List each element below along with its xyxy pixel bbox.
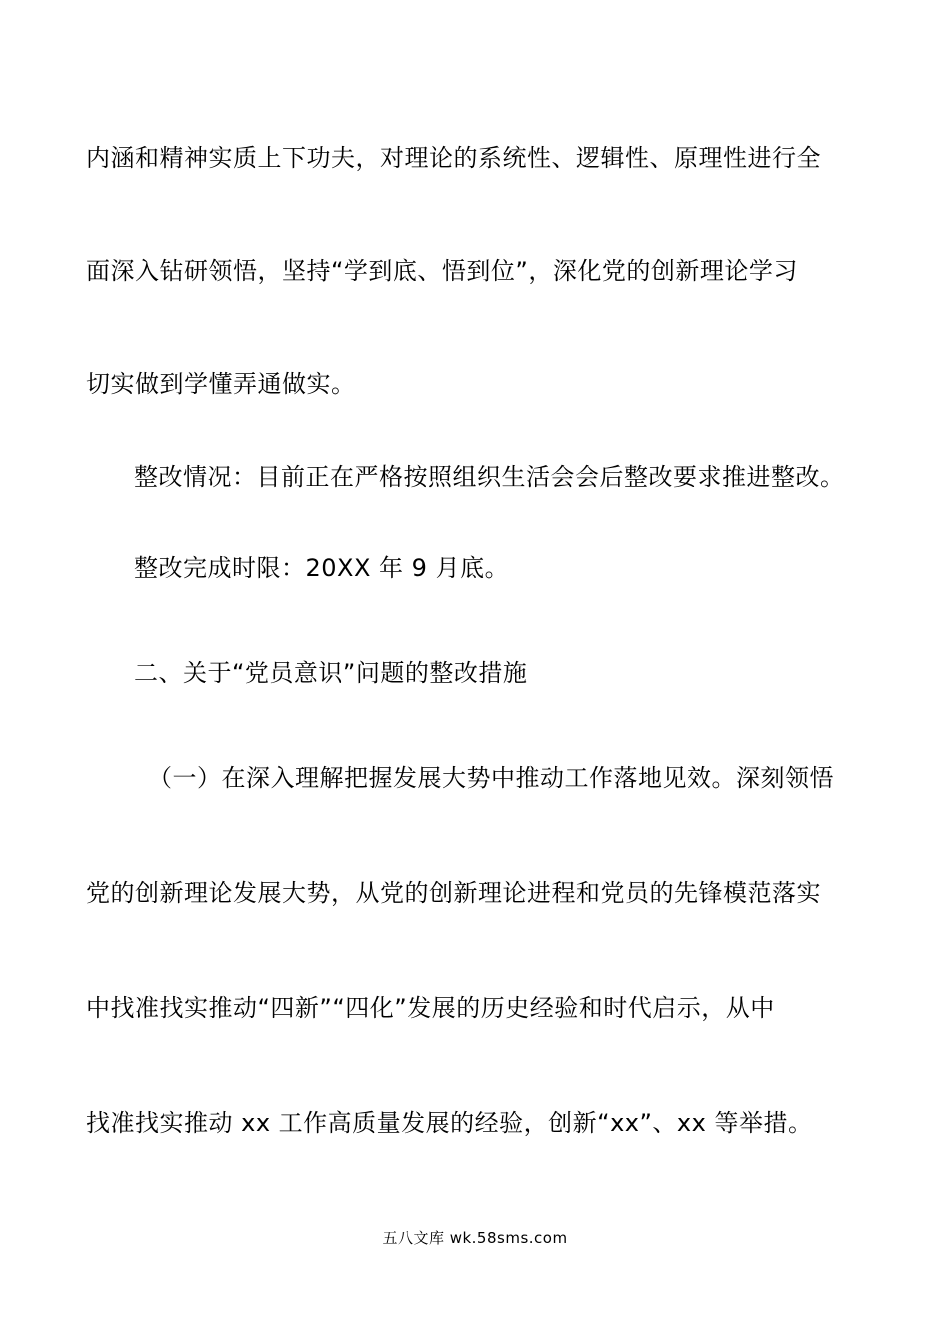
paragraph-line-2: 面深入钻研领悟，坚持“学到底、悟到位”，深化党的创新理论学习 bbox=[86, 257, 798, 285]
subsection-line-1: （一）在深入理解把握发展大势中推动工作落地见效。深刻领悟 bbox=[148, 764, 834, 792]
rectification-status: 整改情况：目前正在严格按照组织生活会会后整改要求推进整改。 bbox=[134, 463, 845, 491]
subsection-line-2: 党的创新理论发展大势，从党的创新理论进程和党员的先锋模范落实 bbox=[86, 879, 821, 907]
paragraph-line-3: 切实做到学懂弄通做实。 bbox=[86, 370, 356, 398]
rectification-deadline: 整改完成时限：20XX 年 9 月底。 bbox=[134, 554, 510, 582]
subsection-line-4: 找准找实推动 xx 工作高质量发展的经验，创新“xx”、xx 等举措。 bbox=[86, 1109, 813, 1137]
subsection-line-3: 中找准找实推动“四新”“四化”发展的历史经验和时代启示，从中 bbox=[86, 994, 775, 1022]
paragraph-line-1: 内涵和精神实质上下功夫，对理论的系统性、逻辑性、原理性进行全 bbox=[86, 144, 821, 172]
footer-watermark: 五八文库 wk.58sms.com bbox=[382, 1229, 568, 1247]
section-heading: 二、关于“党员意识”问题的整改措施 bbox=[134, 659, 528, 687]
